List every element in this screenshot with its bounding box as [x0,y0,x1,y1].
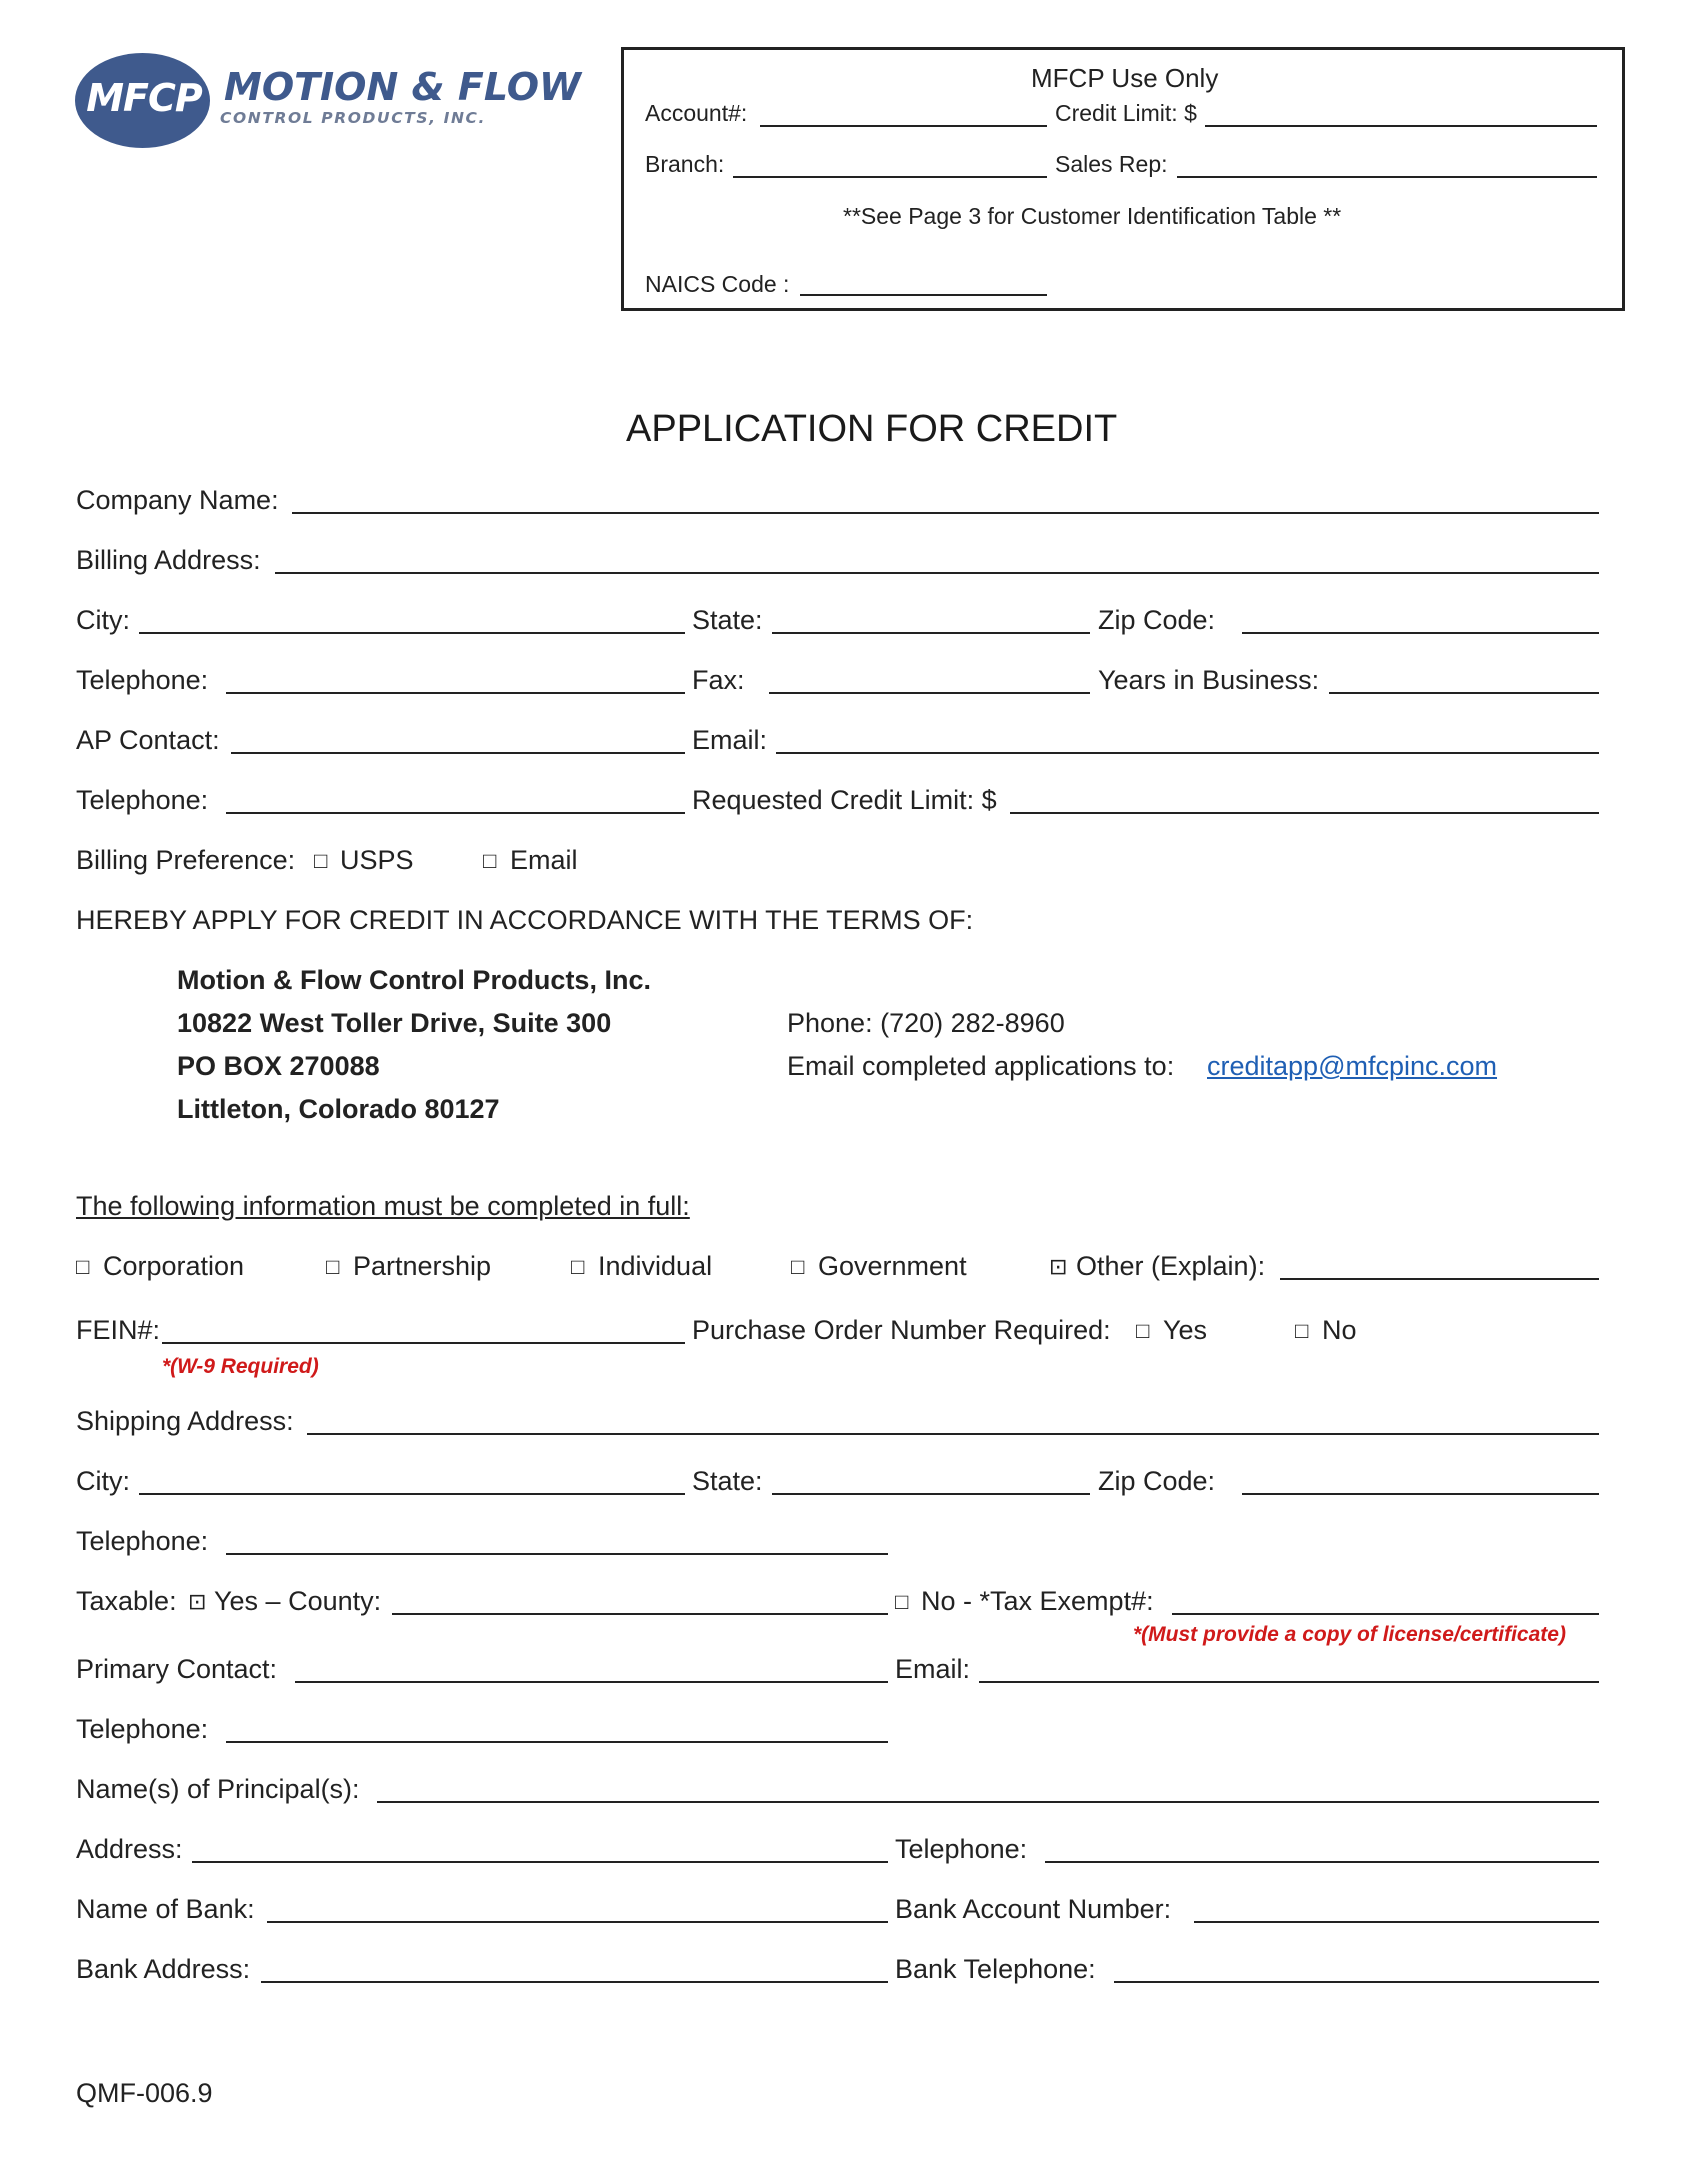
corporation-checkbox[interactable]: □ [76,1254,90,1279]
bank-telephone-label: Bank Telephone: [895,1954,1096,1984]
taxable-yes-checkbox[interactable]: ⊡ [188,1589,207,1614]
taxable-label: Taxable: [76,1586,177,1616]
zip-label: Zip Code: [1098,605,1216,635]
corporation-label: Corporation [103,1251,245,1281]
email-field[interactable] [776,752,1599,754]
fein-field[interactable] [162,1342,685,1344]
branch-field[interactable] [733,176,1047,178]
other-label: Other (Explain): [1076,1251,1266,1281]
telephone-label: Telephone: [76,665,209,695]
ship-city-label: City: [76,1466,130,1496]
account-field[interactable] [760,125,1047,127]
po-yes-label: Yes [1163,1315,1208,1345]
sales-rep-field[interactable] [1177,176,1597,178]
usps-label: USPS [340,845,414,875]
page-title: APPLICATION FOR CREDIT [626,408,1118,450]
taxable-no-checkbox[interactable]: □ [895,1589,909,1614]
credit-email-link[interactable]: creditapp@mfcpinc.com [1207,1051,1498,1081]
contact-telephone-label: Telephone: [76,1714,209,1744]
years-label: Years in Business: [1098,665,1320,695]
county-field[interactable] [392,1613,888,1615]
company-name-field[interactable] [292,512,1599,514]
ship-telephone-label: Telephone: [76,1526,209,1556]
contact-telephone-field[interactable] [226,1741,888,1743]
bank-account-label: Bank Account Number: [895,1894,1172,1924]
company-name: Motion & Flow Control Products, Inc. [177,965,651,995]
partnership-checkbox[interactable]: □ [326,1254,340,1279]
po-required-label: Purchase Order Number Required: [692,1315,1111,1345]
email-checkbox[interactable]: □ [483,848,497,873]
ap-contact-field[interactable] [231,752,685,754]
sales-rep-label: Sales Rep: [1055,151,1168,177]
ship-zip-label: Zip Code: [1098,1466,1216,1496]
other-checkbox[interactable]: ⊡ [1049,1254,1068,1279]
logo-subtitle: CONTROL PRODUCTS, INC. [220,109,487,127]
branch-label: Branch: [645,151,725,177]
telephone-field[interactable] [226,692,685,694]
billing-address-label: Billing Address: [76,545,261,575]
bank-name-label: Name of Bank: [76,1894,255,1924]
ship-zip-field[interactable] [1242,1493,1599,1495]
zip-field[interactable] [1242,632,1599,634]
primary-contact-label: Primary Contact: [76,1654,278,1684]
principal-address-field[interactable] [192,1861,888,1863]
ap-telephone-label: Telephone: [76,785,209,815]
bank-name-field[interactable] [267,1921,888,1923]
page3-note: **See Page 3 for Customer Identification Table ** [843,203,1342,229]
email-option-label: Email [510,845,578,875]
logo-name: MOTION & FLOW [224,65,581,109]
ship-city-field[interactable] [139,1493,685,1495]
yes-county-label: Yes – County: [214,1586,382,1616]
form-code: QMF-006.9 [76,2078,213,2108]
credit-limit-field[interactable] [1205,125,1597,127]
ship-state-label: State: [692,1466,763,1496]
fein-label: FEIN#: [76,1315,161,1345]
usps-checkbox[interactable]: □ [314,848,328,873]
account-label: Account#: [645,100,748,126]
fax-label: Fax: [692,665,745,695]
shipping-address-field[interactable] [307,1433,1599,1435]
ap-contact-label: AP Contact: [76,725,220,755]
principal-telephone-field[interactable] [1045,1861,1599,1863]
email-instructions: Email completed applications to: [787,1051,1175,1081]
credit-limit-label: Credit Limit: $ [1055,100,1197,126]
bank-address-field[interactable] [261,1981,888,1983]
use-box-title: MFCP Use Only [1031,63,1219,93]
ship-state-field[interactable] [772,1493,1090,1495]
bank-address-label: Bank Address: [76,1954,251,1984]
naics-label: NAICS Code : [645,271,790,297]
city-label: City: [76,605,130,635]
company-po-box: PO BOX 270088 [177,1051,380,1081]
state-label: State: [692,605,763,635]
shipping-address-label: Shipping Address: [76,1406,294,1436]
license-note: *(Must provide a copy of license/certificate) [1133,1623,1566,1646]
government-checkbox[interactable]: □ [791,1254,805,1279]
tax-exempt-field[interactable] [1172,1613,1599,1615]
city-field[interactable] [139,632,685,634]
tax-exempt-label: No - *Tax Exempt#: [921,1586,1154,1616]
bank-telephone-field[interactable] [1114,1981,1599,1983]
po-no-checkbox[interactable]: □ [1295,1318,1309,1343]
section-heading: The following information must be completed in full: [76,1191,690,1221]
principals-field[interactable] [377,1801,1599,1803]
po-yes-checkbox[interactable]: □ [1136,1318,1150,1343]
primary-email-field[interactable] [979,1681,1599,1683]
requested-limit-label: Requested Credit Limit: $ [692,785,997,815]
requested-limit-field[interactable] [1010,812,1599,814]
government-label: Government [818,1251,967,1281]
state-field[interactable] [772,632,1090,634]
primary-contact-field[interactable] [295,1681,888,1683]
w9-note: *(W-9 Required) [162,1355,319,1378]
company-city: Littleton, Colorado 80127 [177,1094,500,1124]
billing-pref-label: Billing Preference: [76,845,296,875]
fax-field[interactable] [769,692,1090,694]
po-no-label: No [1322,1315,1357,1345]
company-street: 10822 West Toller Drive, Suite 300 [177,1008,612,1038]
individual-label: Individual [598,1251,713,1281]
principals-label: Name(s) of Principal(s): [76,1774,360,1804]
years-field[interactable] [1329,692,1599,694]
company-phone: Phone: (720) 282-8960 [787,1008,1065,1038]
individual-checkbox[interactable]: □ [571,1254,585,1279]
ap-telephone-field[interactable] [226,812,685,814]
logo-mark-text: MFCP [86,76,202,120]
company-name-label: Company Name: [76,485,279,515]
principal-telephone-label: Telephone: [895,1834,1028,1864]
partnership-label: Partnership [353,1251,492,1281]
other-explain-field[interactable] [1280,1278,1599,1280]
hereby-text: HEREBY APPLY FOR CREDIT IN ACCORDANCE WITH THE TERMS OF: [76,905,974,935]
naics-field[interactable] [800,294,1047,296]
principal-address-label: Address: [76,1834,183,1864]
ship-telephone-field[interactable] [226,1553,888,1555]
billing-address-field[interactable] [275,572,1599,574]
email-label: Email: [692,725,768,755]
bank-account-field[interactable] [1194,1921,1599,1923]
primary-email-label: Email: [895,1654,971,1684]
